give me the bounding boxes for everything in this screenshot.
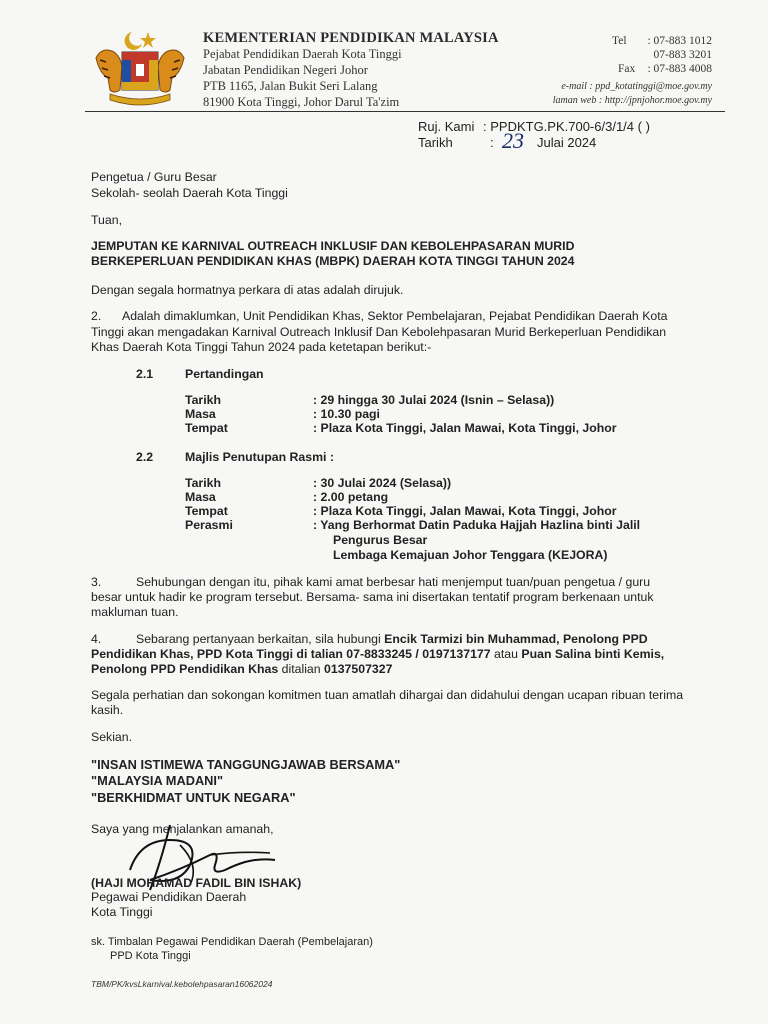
reference-label: Ruj. Kami: [418, 119, 475, 134]
signatory-name: (HAJI MOHAMAD FADIL BIN ISHAK): [91, 876, 302, 890]
para-4-line-3-text: ditalian: [278, 662, 325, 676]
s22-perasmi-label: Perasmi: [185, 518, 233, 532]
contact-person-1-details: Pendidikan Khas, PPD Kota Tinggi di talian 07-8833245 / 0197137177: [91, 647, 491, 661]
s21-tempat-label: Tempat: [185, 421, 228, 435]
para-2-line-2: Tinggi akan mengadakan Karnival Outreach Inklusif Dan Kebolehpasaran Murid Berkeperluan Pendidikan: [91, 325, 667, 339]
s22-tempat-label: Tempat: [185, 504, 228, 518]
section-2-1-title: Pertandingan: [185, 367, 264, 381]
ministry-name: KEMENTERIAN PENDIDIKAN MALAYSIA: [203, 30, 499, 46]
coat-of-arms-logo: [88, 28, 192, 108]
s22-masa-value: : 2.00 petang: [313, 490, 389, 504]
contact-person-1: Encik Tarmizi bin Muhammad, Penolong PPD: [384, 632, 648, 646]
contact-person-2-phone: 0137507327: [324, 662, 393, 676]
para-2-number: 2.: [91, 309, 102, 323]
signatory-place: Kota Tinggi: [91, 905, 153, 919]
s21-tarikh-value: : 29 hingga 30 Julai 2024 (Isnin – Selasa)): [313, 393, 555, 407]
department-name: Jabatan Pendidikan Negeri Johor: [203, 63, 368, 77]
email-address: e-mail : ppd_kotatinggi@moe.gov.my: [561, 81, 712, 92]
recipient-line-1: Pengetua / Guru Besar: [91, 170, 217, 184]
para-4-line-3: [91, 662, 392, 678]
s22-masa-label: Masa: [185, 490, 216, 504]
closing-line-1: Segala perhatian dan sokongan komitmen tuan amatlah dihargai dan didahului dengan ucapan ribuan terima: [91, 688, 684, 702]
para-4-line-2: [91, 647, 664, 663]
subject-line-2: BERKEPERLUAN PENDIDIKAN KHAS (MBPK) DAERAH KOTA TINGGI TAHUN 2024: [91, 254, 575, 268]
para-3-number: 3.: [91, 575, 102, 589]
s22-perasmi-value-3: Lembaga Kemajuan Johor Tenggara (KEJORA): [333, 548, 608, 562]
para-4-number: 4.: [91, 632, 102, 646]
s22-perasmi-value-1: : Yang Berhormat Datin Paduka Hajjah Hazlina binti Jalil: [313, 518, 641, 532]
website-address: laman web : http://jpnjohor.moe.gov.my: [552, 95, 712, 106]
para-4-line-1: [136, 632, 648, 648]
tel-label: Tel: [612, 35, 627, 47]
cc-line-1: sk. Timbalan Pegawai Pendidikan Daerah (Pembelajaran): [91, 936, 373, 948]
section-2-2-number: 2.2: [136, 450, 154, 464]
signoff: Saya yang menjalankan amanah,: [91, 822, 274, 836]
address-city: 81900 Kota Tinggi, Johor Darul Ta'zim: [203, 95, 400, 109]
s22-tempat-value: : Plaza Kota Tinggi, Jalan Mawai, Kota Tinggi, Johor: [313, 504, 617, 518]
contact-person-2-title: Penolong PPD Pendidikan Khas: [91, 662, 279, 676]
s22-tarikh-label: Tarikh: [185, 476, 221, 490]
para-4-conjunction: atau: [490, 647, 522, 661]
fax-label: Fax: [618, 63, 636, 75]
date-month-year: Julai 2024: [537, 135, 597, 150]
opening-line: Dengan segala hormatnya perkara di atas adalah dirujuk.: [91, 283, 404, 297]
s21-tarikh-label: Tarikh: [185, 393, 221, 407]
slogan-2: "MALAYSIA MADANI": [91, 773, 224, 788]
sekian: Sekian.: [91, 730, 133, 744]
contact-person-2: Puan Salina binti Kemis,: [521, 647, 665, 661]
reference-number: : PPDKTG.PK.700-6/3/1/4 ( ): [483, 119, 650, 134]
date-day-handwritten: 23: [502, 128, 524, 153]
signatory-title: Pegawai Pendidikan Daerah: [91, 890, 247, 904]
section-2-2-title: Majlis Penutupan Rasmi :: [185, 450, 334, 464]
office-name: Pejabat Pendidikan Daerah Kota Tinggi: [203, 47, 402, 61]
s21-masa-label: Masa: [185, 407, 216, 421]
address-street: PTB 1165, Jalan Bukit Seri Lalang: [203, 79, 378, 93]
subject-line-1: JEMPUTAN KE KARNIVAL OUTREACH INKLUSIF DAN KEBOLEHPASARAN MURID: [91, 239, 575, 253]
s21-masa-value: : 10.30 pagi: [313, 407, 380, 421]
date-label: Tarikh: [418, 135, 453, 150]
file-reference: TBM/PK/kvsLkarnival.kebolehpasaran16062024: [91, 979, 273, 989]
closing-line-2: kasih.: [91, 703, 124, 717]
cc-line-2: PPD Kota Tinggi: [110, 950, 191, 962]
slogan-1: "INSAN ISTIMEWA TANGGUNGJAWAB BERSAMA": [91, 757, 401, 772]
slogan-3: "BERKHIDMAT UNTUK NEGARA": [91, 790, 296, 805]
para-4-line-1-text: Sebarang pertanyaan berkaitan, sila hubungi: [136, 632, 385, 646]
para-3-line-3: makluman tuan.: [91, 605, 179, 619]
s22-perasmi-value-2: Pengurus Besar: [333, 533, 428, 547]
date-colon: :: [490, 135, 494, 150]
header-divider: [85, 111, 725, 112]
salutation: Tuan,: [91, 213, 122, 227]
fax-number: : 07-883 4008: [647, 63, 712, 75]
tel-number-1: : 07-883 1012: [647, 35, 712, 47]
para-2-line-3: Khas Daerah Kota Tinggi Tahun 2024 pada ketetapan berikut:-: [91, 340, 432, 354]
recipient-line-2: Sekolah- seolah Daerah Kota Tinggi: [91, 186, 288, 200]
s21-tempat-value: : Plaza Kota Tinggi, Jalan Mawai, Kota Tinggi, Johor: [313, 421, 617, 435]
para-2-line-1: Adalah dimaklumkan, Unit Pendidikan Khas, Sektor Pembelajaran, Pejabat Pendidikan Daerah Kota: [122, 309, 668, 323]
section-2-1-number: 2.1: [136, 367, 154, 381]
s22-tarikh-value: : 30 Julai 2024 (Selasa)): [313, 476, 452, 490]
tel-number-2: 07-883 3201: [653, 49, 712, 61]
para-3-line-2: besar untuk hadir ke program tersebut. Bersama- sama ini disertakan tentatif program berkenaan untuk: [91, 590, 654, 604]
para-3-line-1: Sehubungan dengan itu, pihak kami amat berbesar hati menjemput tuan/puan pengetua / guru: [136, 575, 651, 589]
